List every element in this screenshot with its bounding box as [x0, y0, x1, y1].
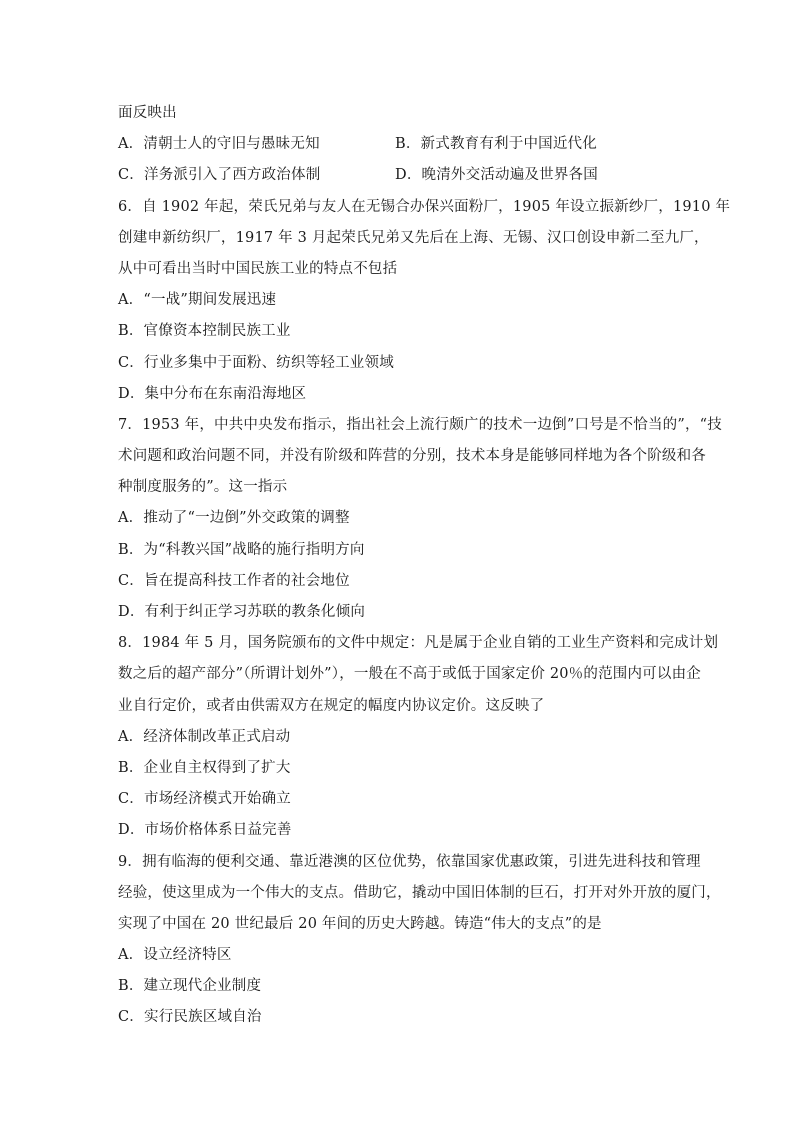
question-stem-line: 实现了中国在 20 世纪最后 20 年间的历史大跨越。铸造“伟大的支点”的是	[118, 915, 602, 932]
exam-page	[118, 98, 731, 1034]
option-b: B．官僚资本控制民族工业	[118, 323, 291, 340]
question-5-option-a: A．清朝士人的守旧与愚昧无知	[118, 136, 320, 153]
question-5-option-b: B．新式教育有利于中国近代化	[395, 136, 597, 153]
option-a: A．设立经济特区	[118, 947, 232, 964]
question-stem-line: 8．1984 年 5 月，国务院颁布的文件中规定：凡是属于企业自销的工业生产资料和完成计划	[118, 635, 719, 652]
option-c: C．行业多集中于面粉、纺织等轻工业领域	[118, 354, 394, 371]
option-a: A．推动了“一边倒”外交政策的调整	[118, 510, 350, 527]
question-6	[118, 192, 731, 410]
option-d: D．有利于纠正学习苏联的教条化倾向	[118, 604, 366, 620]
question-5-options-row-1	[118, 129, 678, 160]
question-stem-line: 9．拥有临海的便利交通、靠近港澳的区位优势，依靠国家优惠政策，引进先进科技和管理	[118, 853, 701, 870]
question-5-option-d: D．晚清外交活动遍及世界各国	[395, 167, 598, 184]
question-stem-line: 经验，使这里成为一个伟大的支点。借助它，撬动中国旧体制的巨石，打开对外开放的厦门，	[118, 884, 721, 901]
option-c: C．市场经济模式开始确立	[118, 791, 291, 808]
question-stem-line: 创建申新纺织厂，1917 年 3 月起荣氏兄弟又先后在上海、无锡、汉口创设申新二至九厂，	[118, 229, 709, 246]
question-stem-line: 术问题和政治问题不同，并没有阶级和阵营的分别，技术本身是能够同样地为各个阶级和各	[118, 448, 706, 465]
question-5-options-row-2	[118, 160, 678, 191]
option-a: A．经济体制改革正式启动	[118, 728, 291, 745]
option-d: D．市场价格体系日益完善	[118, 822, 292, 839]
question-7	[118, 410, 722, 628]
question-9	[118, 847, 721, 1034]
option-b: B．为“科教兴国”战略的施行指明方向	[118, 541, 365, 558]
option-b: B．建立现代企业制度	[118, 978, 262, 995]
question-5-option-c: C．洋务派引入了西方政治体制	[118, 167, 321, 184]
question-stem-line: 从中可看出当时中国民族工业的特点不包括	[118, 260, 398, 277]
option-d: D．集中分布在东南沿海地区	[118, 385, 307, 402]
option-a: A．“一战”期间发展迅速	[118, 292, 277, 309]
question-stem-line: 7．1953 年，中共中央发布指示，指出社会上流行颇广的技术一边倒”口号是不恰当的”，“技	[118, 416, 722, 433]
option-c: C．旨在提高科技工作者的社会地位	[118, 572, 350, 589]
option-b: B．企业自主权得到了扩大	[118, 759, 291, 776]
question-stem-line: 6．自 1902 年起，荣氏兄弟与友人在无锡合办保兴面粉厂，1905 年设立振新纱厂，1910 年	[118, 198, 731, 215]
question-5-stem-tail: 面反映出	[118, 105, 177, 121]
question-stem-line: 种制度服务的”。这一指示	[118, 479, 288, 496]
question-8	[118, 628, 719, 846]
question-stem-line: 数之后的超产部分”（所谓计划外”），一般在不高于或低于国家定价 20％的范围内可以由企	[118, 666, 701, 683]
question-stem-line: 业自行定价，或者由供需双方在规定的幅度内协议定价。这反映了	[118, 697, 545, 714]
option-c: C．实行民族区域自治	[118, 1009, 262, 1026]
